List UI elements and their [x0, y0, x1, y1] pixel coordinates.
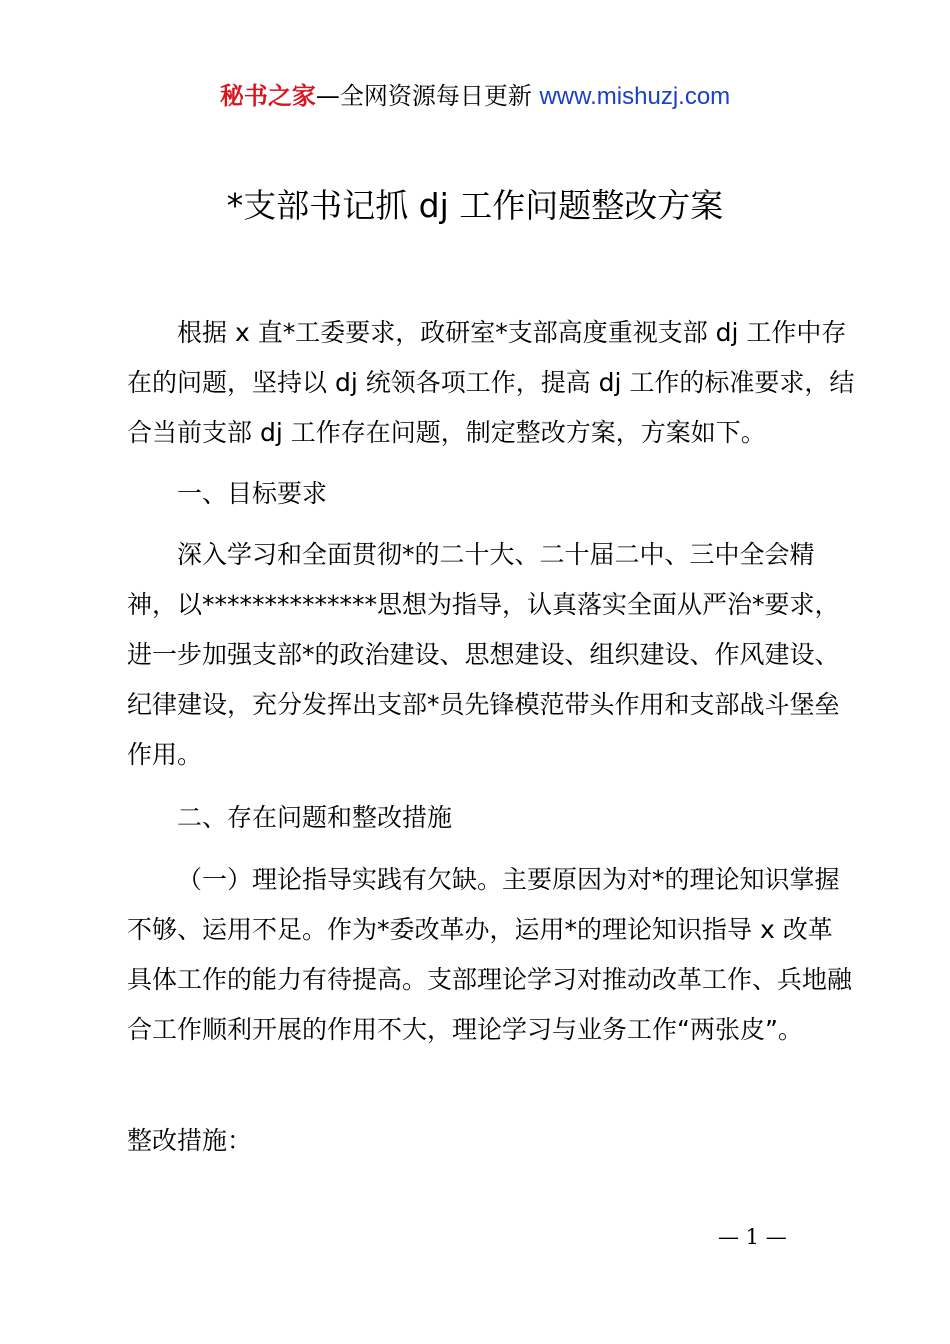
- goals-paragraph: 深入学习和全面贯彻*的二十大、二十届二中、三中全会精神，以**************思想为指导，认真落实全面从严治*要求，进一步加强支部*的政治建设、思想建设、组织建设、作风建设、纪律建设，充分发挥出支部*员先锋模范带头作用和支部战斗堡垒作用。: [127, 540, 840, 769]
- header-tagline: —全网资源每日更新: [315, 82, 532, 110]
- site-header: [0, 80, 950, 113]
- section-heading-issues: 二、存在问题和整改措施: [177, 803, 453, 832]
- measures-label: 整改措施：: [127, 1126, 253, 1155]
- intro-paragraph: 根据 x 直*工委要求，政研室*支部高度重视支部 dj 工作中存在的问题，坚持以 dj 统领各项工作，提高 dj 工作的标准要求，结合当前支部 dj 工作存在问题，制定整改方案，方案如下。: [127, 318, 855, 447]
- site-url[interactable]: www.mishuzj.com: [539, 83, 731, 110]
- page-number: — 1 —: [718, 1225, 787, 1249]
- issue-one-paragraph: （一）理论指导实践有欠缺。主要原因为对*的理论知识掌握不够、运用不足。作为*委改革办，运用*的理论知识指导 x 改革具体工作的能力有待提高。支部理论学习对推动改革工作、兵地融合工作顺利开展的作用不大，理论学习与业务工作“两张皮”。: [127, 865, 853, 1044]
- section-heading-goals: 一、目标要求: [177, 479, 328, 508]
- document-title: *支部书记抓 dj 工作问题整改方案: [226, 186, 724, 225]
- brand-name: 秘书之家: [219, 82, 316, 110]
